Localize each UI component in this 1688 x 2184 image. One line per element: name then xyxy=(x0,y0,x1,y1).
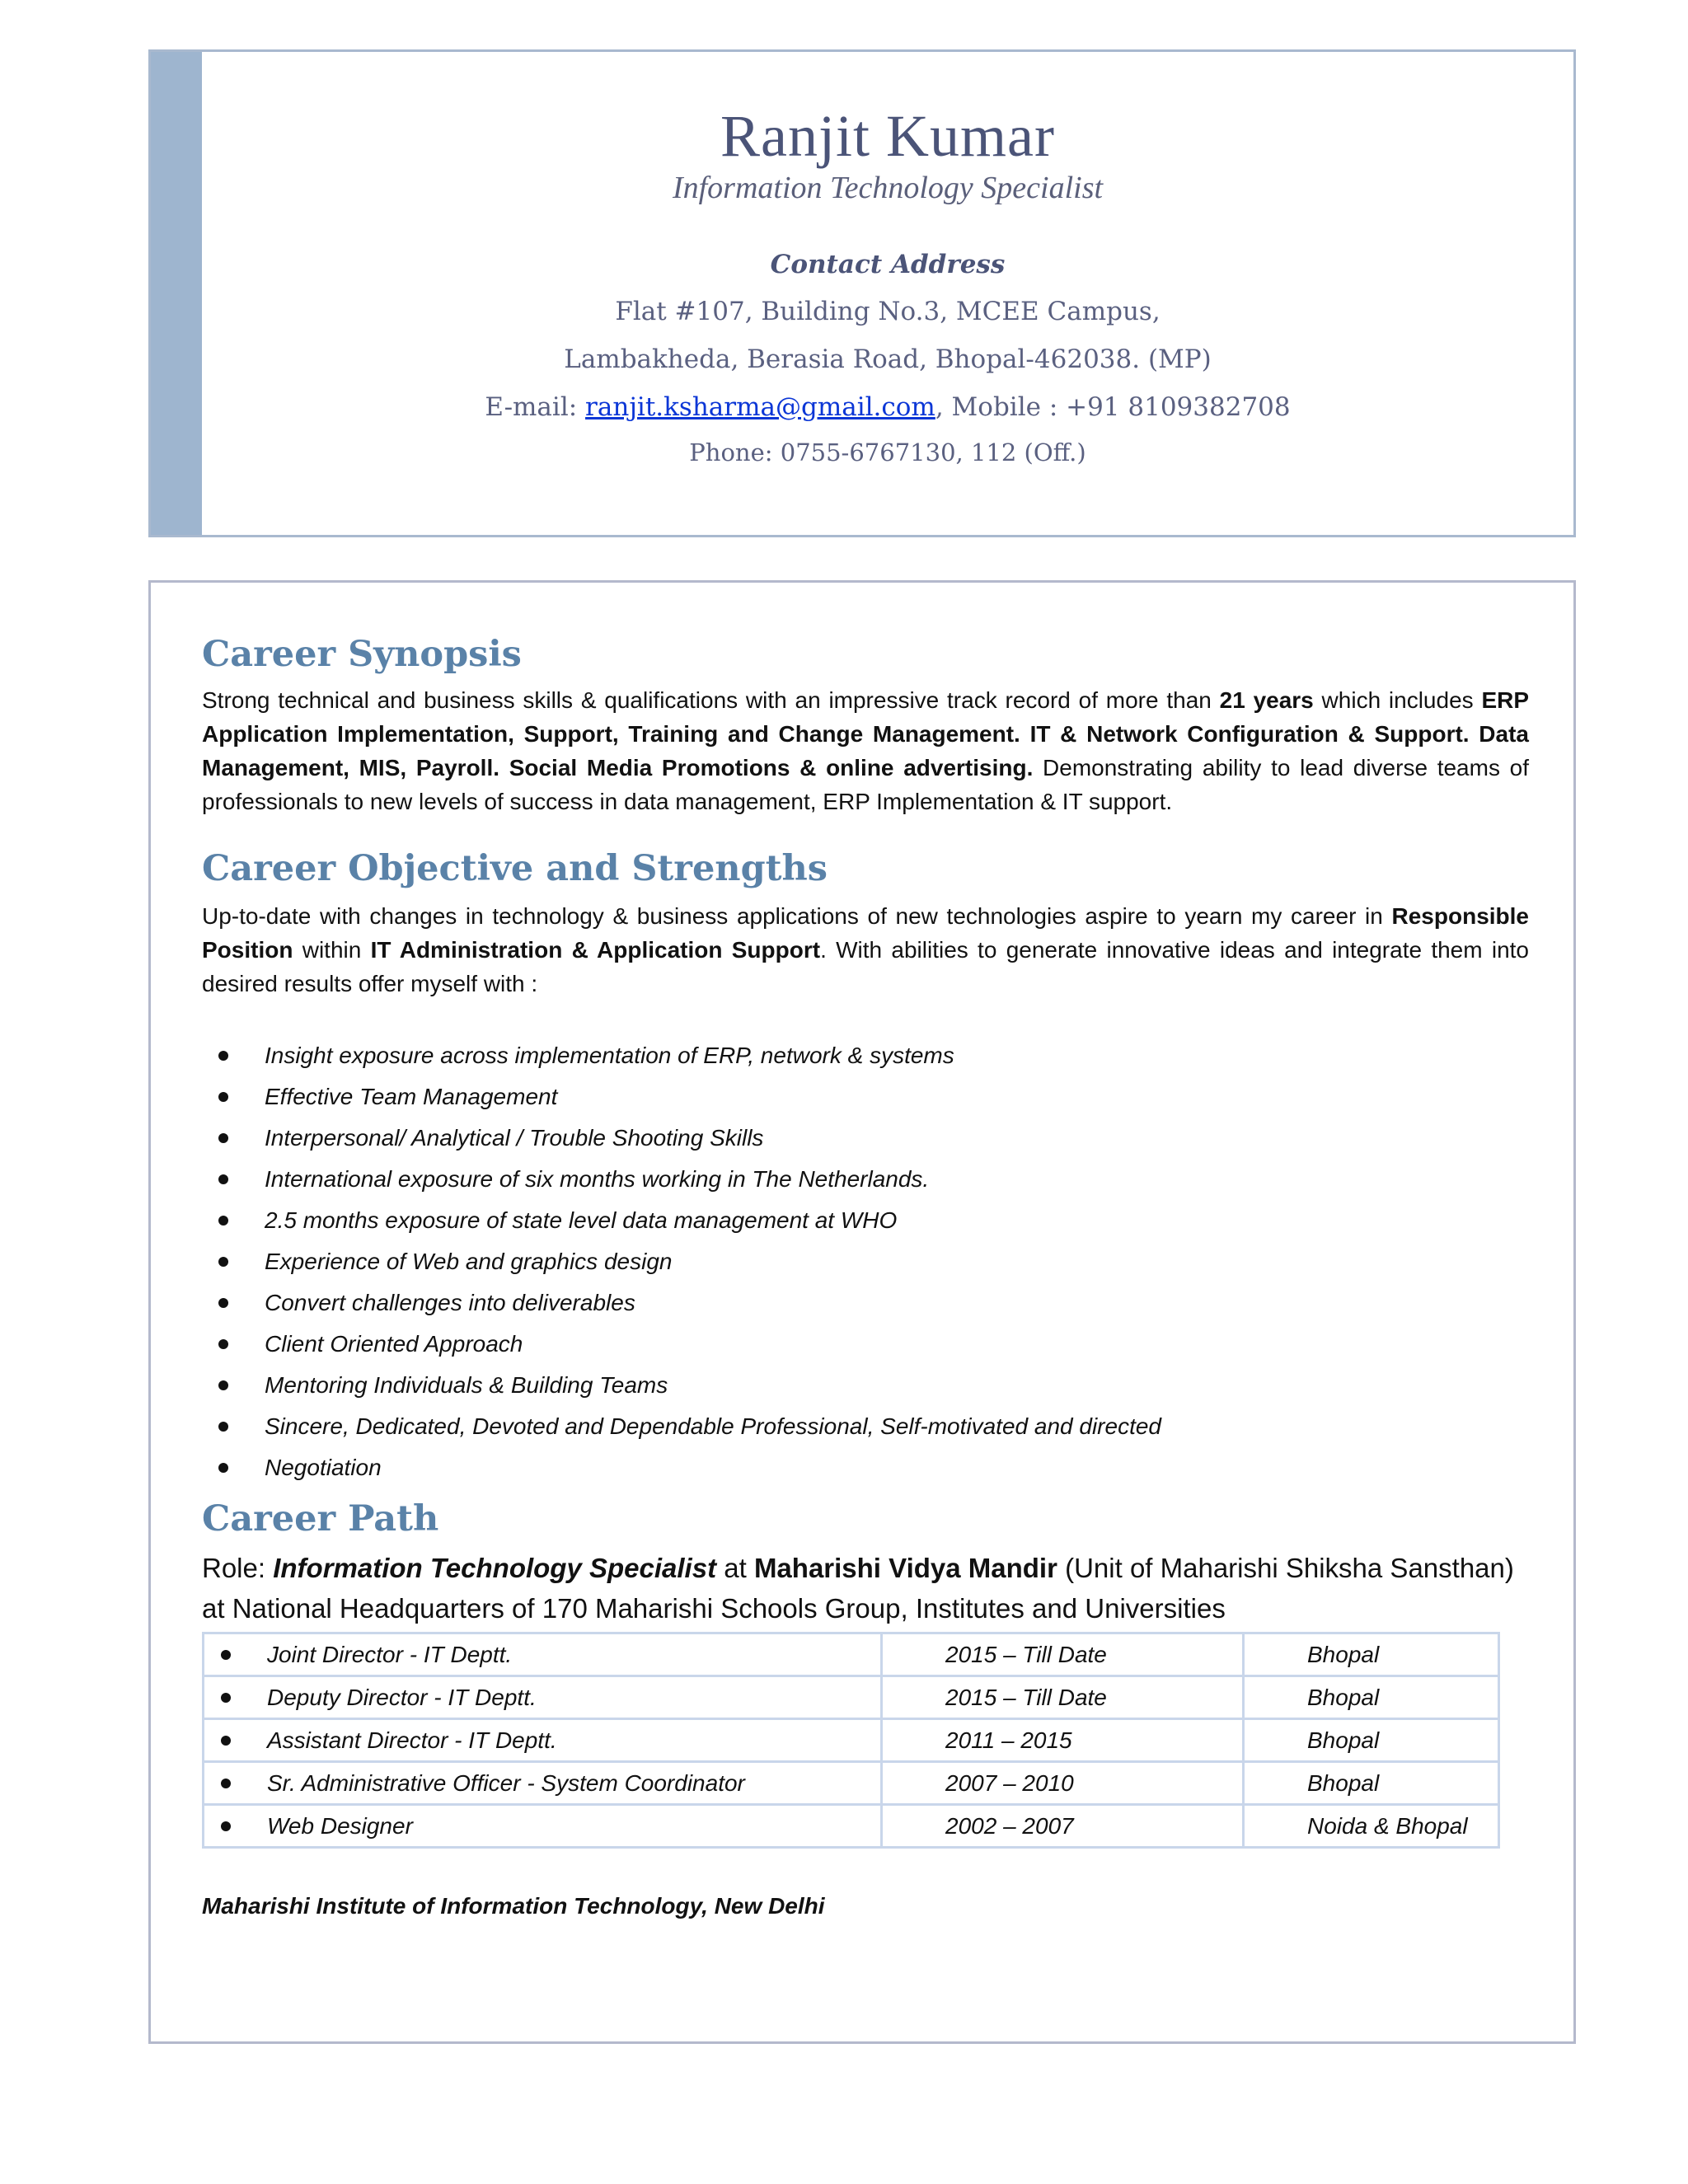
location-cell: Bhopal xyxy=(1244,1676,1499,1719)
list-item xyxy=(202,1324,1529,1365)
objective-text-1: Up-to-date with changes in technology & business applications of new technologies aspire to yearn my career in xyxy=(202,903,1392,929)
table-row xyxy=(204,1633,1499,1676)
table-row xyxy=(204,1676,1499,1719)
strength-text: Effective Team Management xyxy=(265,1084,558,1109)
synopsis-text-3: Demonstrating ability to lead diverse teams of professionals to new levels of success in data management, ERP Implementation & IT support. xyxy=(202,755,1529,814)
strengths-list xyxy=(202,1035,1529,1488)
position-cell xyxy=(204,1762,882,1805)
phone-line: Phone: 0755-6767130, 112 (Off.) xyxy=(689,438,1086,466)
bullet-icon xyxy=(218,1216,228,1226)
table-row xyxy=(204,1762,1499,1805)
position-text: Joint Director - IT Deptt. xyxy=(267,1641,513,1667)
email-label: E-mail: xyxy=(485,392,586,422)
main-content xyxy=(202,583,1529,1919)
period-cell: 2007 – 2010 xyxy=(882,1762,1244,1805)
table-row xyxy=(204,1805,1499,1848)
list-item xyxy=(202,1365,1529,1406)
email-mobile-line xyxy=(202,383,1573,431)
career-path-heading: Career Path xyxy=(202,1498,439,1540)
candidate-title: Information Technology Specialist xyxy=(672,171,1104,205)
list-item xyxy=(202,1035,1529,1076)
role-organization: Maharishi Vidya Mandir xyxy=(753,1553,1057,1583)
location-cell: Noida & Bhopal xyxy=(1244,1805,1499,1848)
synopsis-bold-1: 21 years xyxy=(1219,687,1314,713)
list-item xyxy=(202,1241,1529,1282)
candidate-name: Ranjit Kumar xyxy=(720,103,1055,169)
role-at: at xyxy=(716,1553,754,1583)
bullet-icon xyxy=(221,1821,231,1831)
bullet-icon xyxy=(218,1463,228,1473)
bullet-icon xyxy=(218,1051,228,1061)
bullet-icon xyxy=(218,1257,228,1267)
objective-bold-1: Responsible Position xyxy=(202,903,1529,963)
position-cell xyxy=(204,1633,882,1676)
career-objective-heading: Career Objective and Strengths xyxy=(202,848,828,889)
main-box xyxy=(148,580,1576,2044)
role-label: Role: xyxy=(202,1553,274,1583)
position-text: Sr. Administrative Officer - System Coordinator xyxy=(267,1769,745,1796)
career-synopsis-text xyxy=(202,683,1529,818)
bullet-icon xyxy=(218,1133,228,1143)
mobile-text: , Mobile : +91 8109382708 xyxy=(935,392,1291,422)
synopsis-text-2: which includes xyxy=(1313,687,1482,713)
list-item xyxy=(202,1282,1529,1324)
strength-text: Interpersonal/ Analytical / Trouble Shooting Skills xyxy=(265,1125,764,1151)
strength-text: Sincere, Dedicated, Devoted and Dependable Professional, Self-motivated and directed xyxy=(265,1413,1161,1439)
bullet-icon xyxy=(218,1174,228,1184)
position-text: Web Designer xyxy=(267,1812,413,1839)
bullet-icon xyxy=(221,1693,231,1703)
strength-text: 2.5 months exposure of state level data management at WHO xyxy=(265,1207,898,1233)
list-item xyxy=(202,1076,1529,1118)
period-cell: 2015 – Till Date xyxy=(882,1676,1244,1719)
role-description xyxy=(202,1548,1529,1629)
header-content xyxy=(202,52,1573,474)
strength-text: Experience of Web and graphics design xyxy=(265,1249,673,1274)
period-cell: 2015 – Till Date xyxy=(882,1633,1244,1676)
strength-text: Client Oriented Approach xyxy=(265,1331,523,1357)
synopsis-bold-2: ERP Application Implementation, Support, Training and Change Management. IT & Network Configuration & Support. Data Management, MIS, Payroll. Social Media Promotions & online advertising. xyxy=(202,687,1530,780)
header-accent-bar xyxy=(151,52,202,535)
bullet-icon xyxy=(218,1380,228,1390)
list-item xyxy=(202,1406,1529,1447)
career-path-table xyxy=(202,1632,1500,1849)
list-item xyxy=(202,1447,1529,1488)
location-cell: Bhopal xyxy=(1244,1719,1499,1762)
period-cell: 2002 – 2007 xyxy=(882,1805,1244,1848)
position-text: Assistant Director - IT Deptt. xyxy=(267,1727,557,1753)
strength-text: Negotiation xyxy=(265,1455,382,1480)
address-line-2: Lambakheda, Berasia Road, Bhopal-462038. (MP) xyxy=(564,344,1212,374)
position-cell xyxy=(204,1805,882,1848)
strength-text: Mentoring Individuals & Building Teams xyxy=(265,1372,668,1398)
bullet-icon xyxy=(218,1298,228,1308)
objective-text-2: within xyxy=(293,937,371,963)
bullet-icon xyxy=(218,1092,228,1102)
email-link[interactable]: ranjit.ksharma@gmail.com xyxy=(585,392,935,422)
address-line-1: Flat #107, Building No.3, MCEE Campus, xyxy=(615,297,1160,326)
position-cell xyxy=(204,1719,882,1762)
location-cell: Bhopal xyxy=(1244,1762,1499,1805)
objective-text-3: . With abilities to generate innovative ideas and integrate them into desired results offer myself with : xyxy=(202,937,1529,996)
strength-text: Convert challenges into deliverables xyxy=(265,1290,635,1315)
objective-bold-2: IT Administration & Application Support xyxy=(370,937,821,963)
list-item xyxy=(202,1200,1529,1241)
location-cell: Bhopal xyxy=(1244,1633,1499,1676)
bullet-icon xyxy=(221,1736,231,1746)
role-title: Information Technology Specialist xyxy=(273,1553,717,1583)
bullet-icon xyxy=(218,1339,228,1349)
header-box xyxy=(148,49,1576,537)
institute-name: Maharishi Institute of Information Technology, New Delhi xyxy=(202,1893,825,1919)
synopsis-text-1: Strong technical and business skills & qualifications with an impressive track record of more than xyxy=(202,687,1220,713)
career-synopsis-heading: Career Synopsis xyxy=(202,634,522,675)
bullet-icon xyxy=(218,1422,228,1432)
role-rest: (Unit of Maharishi Shiksha Sansthan) at National Headquarters of 170 Maharishi Schools Group, Institutes and Universities xyxy=(202,1553,1514,1624)
list-item xyxy=(202,1118,1529,1159)
bullet-icon xyxy=(221,1650,231,1660)
position-cell xyxy=(204,1676,882,1719)
strength-text: International exposure of six months working in The Netherlands. xyxy=(265,1166,930,1192)
career-objective-text xyxy=(202,899,1529,1001)
strength-text: Insight exposure across implementation of ERP, network & systems xyxy=(265,1043,954,1068)
list-item xyxy=(202,1159,1529,1200)
period-cell: 2011 – 2015 xyxy=(882,1719,1244,1762)
bullet-icon xyxy=(221,1779,231,1788)
table-row xyxy=(204,1719,1499,1762)
position-text: Deputy Director - IT Deptt. xyxy=(267,1684,537,1710)
contact-label: Contact Address xyxy=(770,250,1006,279)
